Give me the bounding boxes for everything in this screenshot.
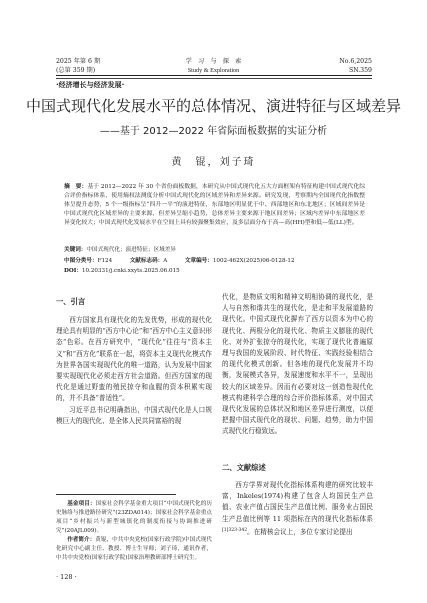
clc-label: 中图分类号： bbox=[64, 258, 98, 264]
right-column bbox=[222, 292, 373, 438]
section-tag: ·经济增长与经济发展· bbox=[56, 81, 125, 89]
article-no-label: 文章编号： bbox=[184, 258, 213, 264]
fund-note bbox=[56, 500, 212, 536]
footnote-rule bbox=[56, 494, 176, 495]
intro-paragraph-2: 习近平总书记明确指出，中国式现代化是人口规模巨大的现代化、是全体人民共同富裕的现 bbox=[56, 405, 212, 425]
article-no-value: 1002-462X(2025)06-0128-12 bbox=[212, 258, 295, 264]
abstract-label: 摘 要： bbox=[64, 184, 88, 190]
serial-number: SN.359 bbox=[348, 67, 372, 74]
article-title: 中国式现代化发展水平的总体情况、演进特征与区域差异 bbox=[25, 97, 401, 115]
left-column bbox=[56, 315, 212, 427]
keywords-text: 中国式现代化；演进特征；区域差异 bbox=[86, 247, 176, 253]
keywords bbox=[64, 246, 176, 254]
doi-value: 10.20331/j.cnki.xxyts.2025.06.015 bbox=[81, 268, 180, 274]
issue-number-en: No.6,2025 bbox=[339, 58, 372, 65]
review-text-end: 。在精核会议上，多位专家讨论提出 bbox=[247, 528, 353, 536]
intro-paragraph-1: 西方国家具有现代化的先发优势，形成的现代化理论具有明显的“西方中心论”和“西方中心主义意识形态”色彩。在西方研究中，“现代化”往往与“资本主义”和“西方化”联系在一起，将资本主义现代化模式作为世界各国实现现代化的唯一道路，认为发展中国家要实现现代化必须走西方社会道路。但西方国家的现代化是通过野蛮的殖民掠夺和血腥的资本积累实现的，并不具备“普适性”。 bbox=[56, 316, 212, 403]
citation: [1]323-342 bbox=[222, 527, 248, 533]
total-issue: (总第 359 期) bbox=[56, 67, 96, 74]
author-bio-text: 黄锟，中共中央党校(国家行政学院)中国式现代化研究中心副主任、教授、博士生导师；刘子琦，通讯作者，中共中央党校(国家行政学院)国家治理教研部博士研究生。 bbox=[56, 537, 212, 561]
review-paragraph-1 bbox=[222, 480, 373, 538]
doc-code-label: 文献标志码： bbox=[129, 258, 164, 264]
intro-paragraph-continued: 代化，是物质文明和精神文明相协调的现代化，是人与自然和谐共生的现代化，是走和平发展道路的现代化。中国式现代化摒弃了西方以资本为中心的现代化、两极分化的现代化、物质主义膨胀的现代化、对外扩张掠夺的现代化，实现了现代化普遍原理与我国的发展阶段、时代特征、实践经验相结合的现代化模式创新。但各地的现代化发展并不均衡，发展模式各异，发展速度和水平不一，呈现出较大的区域差异。因而有必要对这一创造性现代化模式构建科学合理的综合评价指标体系，对中国式现代化发展的总体状况和地区差异进行测度，以便把握中国式现代化的现状、问题、趋势，助力中国式现代化行稳致远。 bbox=[222, 293, 373, 436]
keywords-label: 关键词： bbox=[64, 247, 87, 253]
review-text: 西方学界对现代化指标体系构建的研究比较丰富，Inkeles(1974)构建了包含人均国民生产总值、农业产值占国民生产总值比例、服务业占国民生产总值比例等 11 项指标在内的现代化指标体系 bbox=[222, 481, 373, 523]
abstract-text: 基于 2012—2022 年 30 个省份面板数据，本研究从中国式现代化五大方面框架有特征构建中国式现代化综合评价指标体系，使用熵权法测度分析中国式现代化的区域差异和差异来源。研究发现，考察期内全国现代化指数整体呈提升态势，5 个一级指标呈“四升一平”的演进特征，东部地区明显优于中、西部地区和东北地区；区域间差异是中国式现代化区域差异的主要来源，但差异呈缩小趋势，总体差异主要来源于地区间差异；区域内差异中东部地区差异变化较大；中国式现代化发展水平在空间上具有较强聚集效应，及多层面分布于高—高(HH)型和低—低(LL)型。 bbox=[64, 184, 365, 226]
clc-value: F124 bbox=[97, 258, 113, 264]
section-heading-review: 二、文献综述 bbox=[222, 463, 266, 472]
footnote bbox=[56, 500, 212, 563]
abstract bbox=[64, 183, 365, 228]
review-column bbox=[222, 480, 373, 538]
fund-label: 基金项目： bbox=[67, 501, 96, 507]
header-rule-thin bbox=[56, 78, 372, 79]
page-number: · 128 · bbox=[56, 573, 77, 581]
section-heading-intro: 一、引言 bbox=[56, 297, 86, 306]
doc-code-value: A bbox=[163, 258, 168, 264]
journal-name-en: Study & Exploration bbox=[187, 67, 240, 74]
classification-line bbox=[64, 257, 295, 265]
issue-number: 2025 年第 6 期 bbox=[56, 58, 101, 65]
journal-name-cn: 学 习 与 探 索 bbox=[185, 58, 242, 65]
author-bio-label: 作者简介： bbox=[67, 537, 96, 543]
doi-label: DOI： bbox=[64, 268, 82, 274]
author-note bbox=[56, 536, 212, 563]
fund-text: 国家社会科学基金重大项目“中国式现代化的历史脉络与推进路径研究”(23ZDA014)；国家社会科学基金重点项目“乡村振兴与新型城镇化的制度衔接与协调推进研究”(20AJL009)。 bbox=[56, 501, 212, 534]
header-rule bbox=[56, 75, 372, 76]
doi-line bbox=[64, 267, 180, 275]
article-subtitle: ——基于 2012—2022 年省际面板数据的实证分析 bbox=[99, 126, 328, 137]
article-authors: 黄 锟，刘子琦 bbox=[171, 157, 256, 168]
